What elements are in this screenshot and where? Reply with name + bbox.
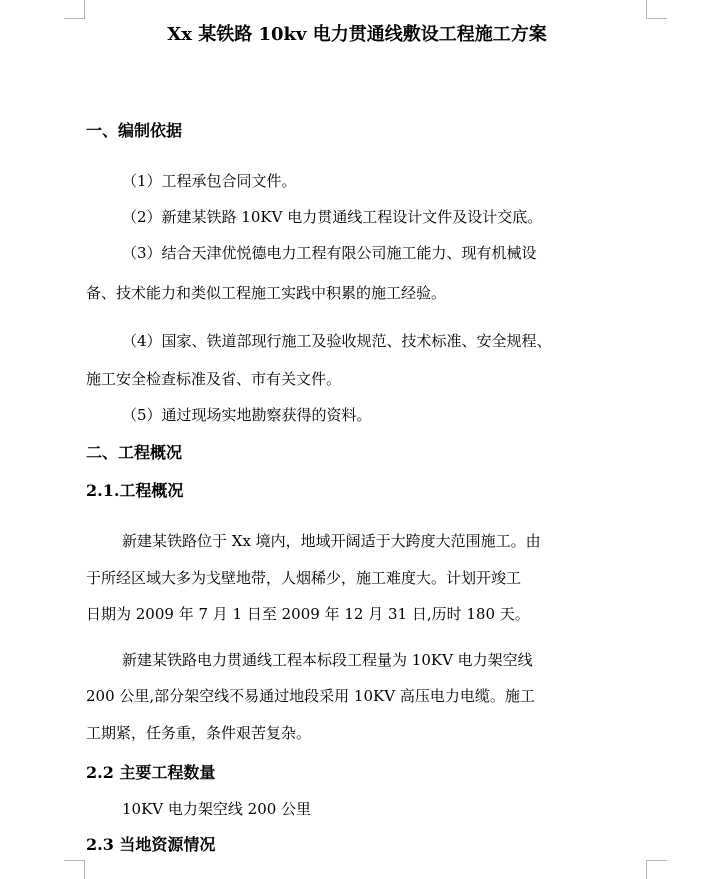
paragraph-line: 200 公里,部分架空线不易通过地段采用 10KV 高压电力电缆。施工 <box>86 687 535 705</box>
list-item: （2）新建某铁路 10KV 电力贯通线工程设计文件及设计交底。 <box>122 208 543 226</box>
margin-mark-top-left <box>64 0 85 19</box>
quantity-line: 10KV 电力架空线 200 公里 <box>122 800 312 818</box>
list-item: （4）国家、铁道部现行施工及验收规范、技术标准、安全规程、 <box>122 332 552 350</box>
list-item: （5）通过现场实地勘察获得的资料。 <box>122 406 372 424</box>
section-heading: 二、工程概况 <box>86 443 183 462</box>
section-heading: 一、编制依据 <box>86 121 183 140</box>
paragraph-line: 于所经区域大多为戈壁地带，人烟稀少，施工难度大。计划开竣工 <box>86 569 522 587</box>
margin-mark-bottom-right <box>646 860 667 879</box>
paragraph-line: 日期为 2009 年 7 月 1 日至 2009 年 12 月 31 日,历时 180 天。 <box>86 605 530 623</box>
margin-mark-top-right <box>646 0 667 19</box>
paragraph-line: 新建某铁路位于 Xx 境内，地域开阔适于大跨度大范围施工。由 <box>122 532 541 550</box>
subsection-heading: 2.2 主要工程数量 <box>86 763 216 782</box>
subsection-heading: 2.3 当地资源情况 <box>86 835 216 854</box>
paragraph-line: 工期紧，任务重，条件艰苦复杂。 <box>86 724 312 742</box>
subsection-heading: 2.1.工程概况 <box>86 481 184 500</box>
list-item-continuation: 施工安全检查标准及省、市有关文件。 <box>86 370 342 388</box>
margin-mark-bottom-left <box>64 860 85 879</box>
list-item: （1）工程承包合同文件。 <box>122 172 297 190</box>
list-item: （3）结合天津优悦德电力工程有限公司施工能力、现有机械设 <box>122 244 537 262</box>
paragraph-line: 新建某铁路电力贯通线工程本标段工程量为 10KV 电力架空线 <box>122 651 533 669</box>
document-title: Xx 某铁路 10kv 电力贯通线敷设工程施工方案 <box>167 24 547 45</box>
list-item-continuation: 备、技术能力和类似工程施工实践中积累的施工经验。 <box>86 284 447 302</box>
